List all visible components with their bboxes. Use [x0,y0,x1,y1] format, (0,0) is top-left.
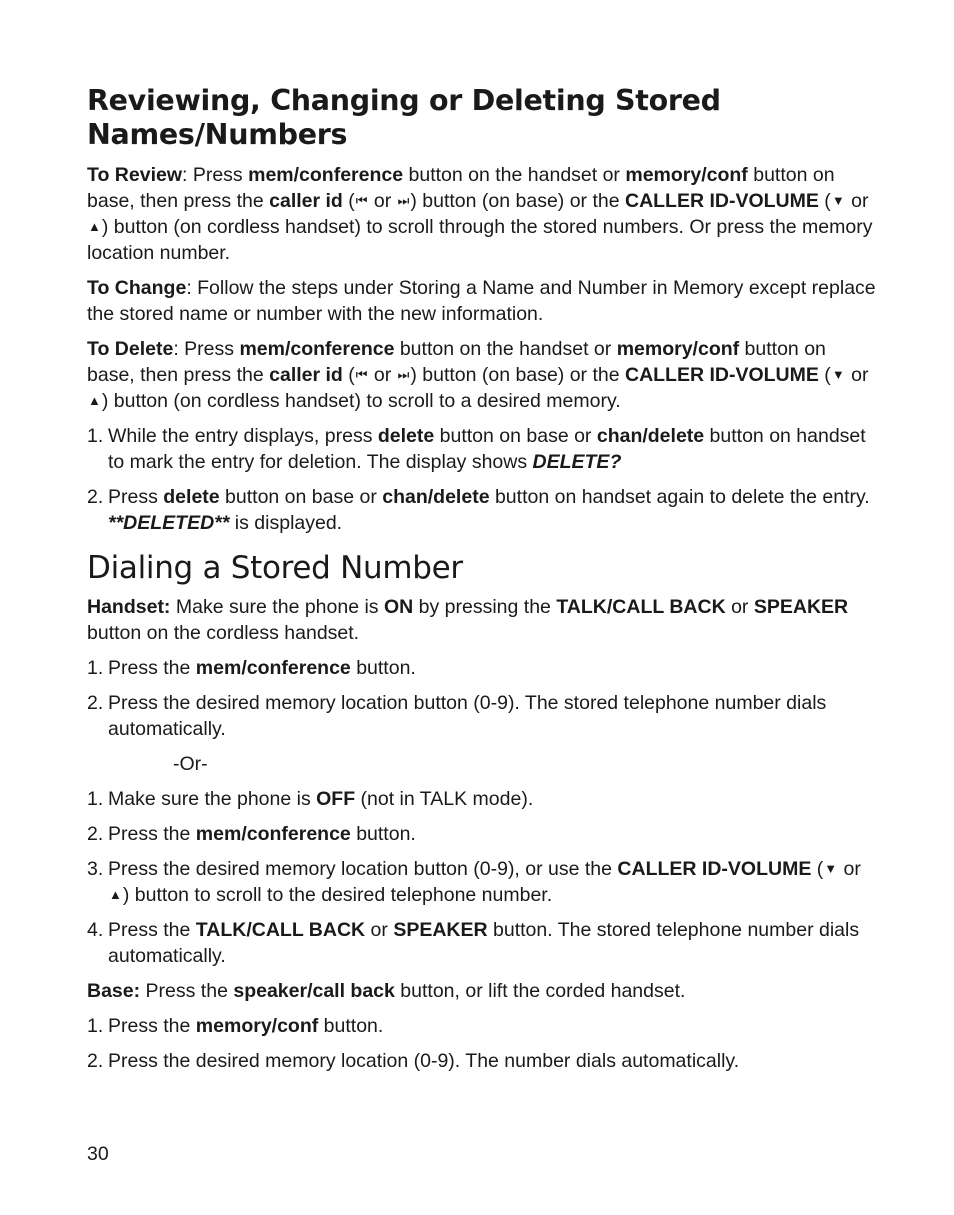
section-title-reviewing: Reviewing, Changing or Deleting Stored Names/Numbers [87,84,721,151]
to-change-paragraph: To Change: Follow the steps under Storing a Name and Number in Memory except replace the stored name or number with the new information. [87,277,876,325]
to-delete-label: To Delete [87,338,174,360]
skip-forward-icon: ⏭ [397,367,410,382]
base-step-1: 1. Press the memory/conf button. [87,1015,384,1037]
arrow-up-icon: ▲ [88,393,101,408]
skip-back-icon: ⏮ [355,367,368,382]
handset-step-a1: 1. Press the mem/conference button. [87,657,416,679]
skip-back-icon: ⏮ [355,193,368,208]
base-step-2: 2. Press the desired memory location (0-9). The number dials automatically. [87,1050,740,1072]
delete-step-1: 1. While the entry displays, press delete button on base or chan/delete button on handset to mark the entry for deletion. The display shows DELETE? [87,425,866,473]
skip-forward-icon: ⏭ [397,193,410,208]
handset-step-b1: 1. Make sure the phone is OFF (not in TALK mode). [87,788,534,810]
handset-step-b4: 4. Press the TALK/CALL BACK or SPEAKER button. The stored telephone number dials automatically. [87,919,860,967]
manual-page [87,84,877,1083]
handset-label: Handset: [87,596,171,618]
or-separator: -Or- [173,753,208,775]
to-delete-paragraph: To Delete: Press mem/conference button on the handset or memory/conf button on base, then press the caller id (⏮ or ⏭) button (on base) or the CALLER ID-VOLUME (▼ or ▲) button (on cordless handset) to scroll to a desired memory. [87,338,869,412]
arrow-down-icon: ▼ [831,367,845,382]
to-change-label: To Change [87,277,187,299]
arrow-down-icon: ▼ [831,193,845,208]
base-label: Base: [87,980,141,1002]
section-title-dialing: Dialing a Stored Number [87,550,463,586]
to-review-label: To Review [87,164,182,186]
arrow-up-icon: ▲ [109,887,122,902]
arrow-down-icon: ▼ [824,861,838,876]
handset-step-b2: 2. Press the mem/conference button. [87,823,416,845]
handset-step-a2: 2. Press the desired memory location button (0-9). The stored telephone number dials automatically. [87,692,827,740]
page-number: 30 [87,1143,109,1165]
base-paragraph: Base: Press the speaker/call back button, or lift the corded handset. [87,980,686,1002]
arrow-up-icon: ▲ [88,219,101,234]
handset-step-b3: 3. Press the desired memory location button (0-9), or use the CALLER ID-VOLUME (▼ or ▲) button to scroll to the desired telephone number. [87,858,861,906]
to-review-paragraph: To Review: Press mem/conference button on the handset or memory/conf button on base, then press the caller id (⏮ or ⏭) button (on base) or the CALLER ID-VOLUME (▼ or ▲) button (on cordless handset) to scroll through the stored numbers. Or press the memory location number. [87,164,873,264]
handset-paragraph: Handset: Make sure the phone is ON by pressing the TALK/CALL BACK or SPEAKER button on the cordless handset. [87,596,849,644]
delete-step-2: 2. Press delete button on base or chan/delete button on handset again to delete the entry. **DELETED** is displayed. [87,486,870,534]
